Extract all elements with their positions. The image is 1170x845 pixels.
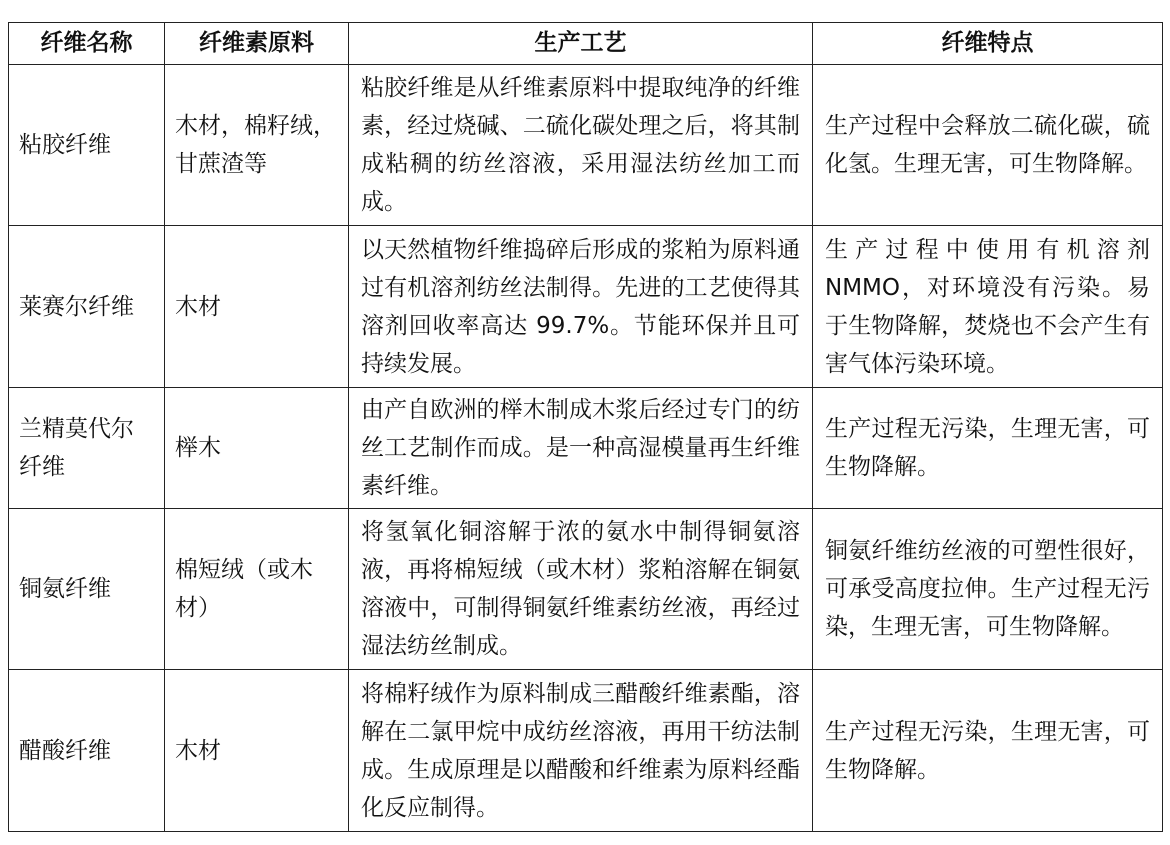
table-row — [9, 226, 1163, 388]
table-row — [9, 670, 1163, 832]
header-fiber-name: 纤维名称 — [9, 23, 165, 65]
cell-material: 木材 — [165, 226, 349, 388]
cell-feature: 生产过程中会释放二硫化碳，硫化氢。生理无害，可生物降解。 — [813, 65, 1163, 226]
table-header-row — [9, 23, 1163, 65]
header-fiber-features: 纤维特点 — [813, 23, 1163, 65]
cell-process: 将氢氧化铜溶解于浓的氨水中制得铜氨溶液，再将棉短绒（或木材）浆粕溶解在铜氨溶液中，可制得铜氨纤维素纺丝液，再经过湿法纺丝制成。 — [349, 509, 813, 670]
cell-material: 木材，棉籽绒，甘蔗渣等 — [165, 65, 349, 226]
cell-fiber-name: 粘胶纤维 — [9, 65, 165, 226]
cell-feature: 生产过程无污染，生理无害，可生物降解。 — [813, 670, 1163, 832]
table-row — [9, 509, 1163, 670]
cell-fiber-name: 兰精莫代尔纤维 — [9, 388, 165, 509]
cell-process: 粘胶纤维是从纤维素原料中提取纯净的纤维素，经过烧碱、二硫化碳处理之后，将其制成粘稠的纺丝溶液，采用湿法纺丝加工而成。 — [349, 65, 813, 226]
cell-material: 木材 — [165, 670, 349, 832]
cell-fiber-name: 莱赛尔纤维 — [9, 226, 165, 388]
header-cellulose-material: 纤维素原料 — [165, 23, 349, 65]
cell-fiber-name: 铜氨纤维 — [9, 509, 165, 670]
cell-process: 由产自欧洲的榉木制成木浆后经过专门的纺丝工艺制作而成。是一种高湿模量再生纤维素纤维。 — [349, 388, 813, 509]
table-row — [9, 65, 1163, 226]
fiber-comparison-table — [8, 22, 1163, 832]
cell-process: 将棉籽绒作为原料制成三醋酸纤维素酯，溶解在二氯甲烷中成纺丝溶液，再用干纺法制成。生成原理是以醋酸和纤维素为原料经酯化反应制得。 — [349, 670, 813, 832]
header-production-process: 生产工艺 — [349, 23, 813, 65]
cell-process: 以天然植物纤维捣碎后形成的浆粕为原料通过有机溶剂纺丝法制得。先进的工艺使得其溶剂回收率高达 99.7%。节能环保并且可持续发展。 — [349, 226, 813, 388]
cell-material: 棉短绒（或木材） — [165, 509, 349, 670]
cell-feature: 生产过程无污染，生理无害，可生物降解。 — [813, 388, 1163, 509]
cell-fiber-name: 醋酸纤维 — [9, 670, 165, 832]
cell-material: 榉木 — [165, 388, 349, 509]
cell-feature: 铜氨纤维纺丝液的可塑性很好，可承受高度拉伸。生产过程无污染，生理无害，可生物降解。 — [813, 509, 1163, 670]
cell-feature: 生产过程中使用有机溶剂NMMO，对环境没有污染。易于生物降解，焚烧也不会产生有害气体污染环境。 — [813, 226, 1163, 388]
table-row — [9, 388, 1163, 509]
